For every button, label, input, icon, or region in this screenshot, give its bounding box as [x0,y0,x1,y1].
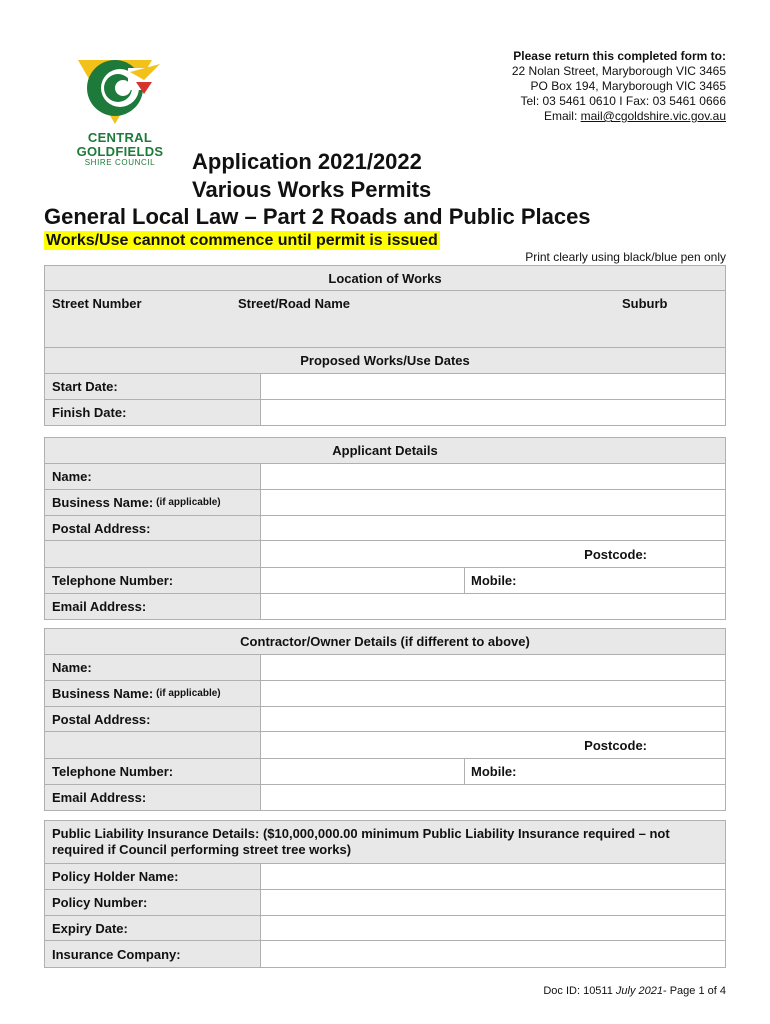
applicant-business-label [45,490,261,515]
contractor-business-text: Business Name: [52,686,154,701]
page-title: Application 2021/2022 [192,149,422,174]
applicant-business-field[interactable] [261,490,725,515]
warning-banner: Works/Use cannot commence until permit is issued [46,232,438,249]
contractor-email-row [45,785,725,810]
start-date-row [45,374,725,400]
contractor-business-label [45,681,261,706]
insurance-heading: Public Liability Insurance Details: ($10,000,000.00 minimum Public Liability Insurance required – not required if Council performing street tree works) [45,821,725,864]
suburb-label: Suburb [622,295,668,311]
finish-date-row [45,400,725,425]
contractor-postal-field[interactable] [261,707,725,731]
contractor-business-field[interactable] [261,681,725,706]
doc-id: Doc ID: 10511 [543,985,616,997]
expiry-date-row [45,916,725,941]
return-email-line [512,109,726,124]
logo-text-shire: SHIRE COUNCIL [84,158,156,167]
return-po-box: PO Box 194, Maryborough VIC 3465 [530,79,726,93]
insurance-company-label: Insurance Company: [45,941,261,967]
finish-date-label: Finish Date: [45,400,261,425]
return-phone-fax: Tel: 03 5461 0610 I Fax: 03 5461 0666 [520,94,726,108]
finish-date-field[interactable] [261,400,725,425]
contractor-postcode-label: Postcode: [584,737,647,753]
page-number: - Page 1 of 4 [663,985,726,997]
contractor-name-label: Name: [45,655,261,680]
contractor-heading: Contractor/Owner Details (if different to above) [45,629,725,655]
applicant-postal-row [45,516,725,541]
street-name-label: Street/Road Name [238,295,350,311]
applicant-phone-label: Telephone Number: [45,568,261,593]
location-heading: Location of Works [45,266,725,291]
contractor-email-label: Email Address: [45,785,261,810]
logo-mark-icon [70,52,170,132]
applicant-postal-label: Postal Address: [45,516,261,540]
contractor-section [44,628,726,811]
page-subtitle: Various Works Permits [192,177,432,202]
applicant-phone-field[interactable] [261,568,465,593]
council-logo [70,52,170,172]
applicant-name-row [45,464,725,490]
applicant-name-label: Name: [45,464,261,489]
return-street: 22 Nolan Street, Maryborough VIC 3465 [511,64,726,78]
contractor-phone-label: Telephone Number: [45,759,261,784]
law-title: General Local Law – Part 2 Roads and Public Places [44,204,591,229]
email-prefix: Email: [543,109,581,123]
policy-holder-label: Policy Holder Name: [45,864,261,889]
contractor-mobile-label: Mobile: [471,764,517,779]
applicant-name-field[interactable] [261,464,725,489]
applicant-email-row [45,594,725,619]
applicant-section [44,437,726,620]
dates-heading: Proposed Works/Use Dates [45,348,725,374]
policy-number-label: Policy Number: [45,890,261,915]
policy-number-row [45,890,725,916]
policy-holder-field[interactable] [261,864,725,889]
applicant-phone-split [261,568,725,593]
contractor-phone-field[interactable] [261,759,465,784]
contractor-business-row [45,681,725,707]
expiry-date-label: Expiry Date: [45,916,261,940]
logo-text-central: CENTRAL [87,130,153,145]
street-number-label: Street Number [52,295,142,311]
start-date-field[interactable] [261,374,725,399]
applicant-postal-field[interactable] [261,516,725,540]
contractor-business-note: (if applicable) [156,688,221,699]
applicant-email-label: Email Address: [45,594,261,619]
return-heading: Please return this completed form to: [513,49,726,63]
insurance-section [44,820,726,968]
applicant-business-text: Business Name: [52,495,154,510]
applicant-mobile-label: Mobile: [471,573,517,588]
insurance-company-row [45,941,725,967]
contractor-postal-label: Postal Address: [45,707,261,731]
contractor-name-field[interactable] [261,655,725,680]
start-date-label: Start Date: [45,374,261,399]
applicant-postal-cont [45,541,261,567]
logo-text-goldfields: GOLDFIELDS [76,144,164,159]
contractor-phone-row [45,759,725,785]
applicant-postcode-label: Postcode: [584,546,647,562]
policy-number-field[interactable] [261,890,725,915]
email-link[interactable]: mail@cgoldshire.vic.gov.au [580,109,726,123]
policy-holder-row [45,864,725,890]
applicant-business-note: (if applicable) [156,497,221,508]
contractor-name-row [45,655,725,681]
insurance-company-field[interactable] [261,941,725,967]
contractor-phone-split [261,759,725,784]
applicant-postcode-row [45,541,725,568]
contractor-postal-cont [45,732,261,758]
applicant-heading: Applicant Details [45,438,725,464]
expiry-date-field[interactable] [261,916,725,940]
dates-section [44,347,726,426]
applicant-phone-row [45,568,725,594]
applicant-email-field[interactable] [261,594,725,619]
return-address [512,49,726,124]
print-note: Print clearly using black/blue pen only [525,250,726,264]
location-columns [45,291,725,315]
contractor-email-field[interactable] [261,785,725,810]
applicant-business-row [45,490,725,516]
page-footer [543,985,726,997]
doc-date: July 2021 [615,985,663,997]
contractor-postal-row [45,707,725,732]
contractor-postcode-row [45,732,725,759]
